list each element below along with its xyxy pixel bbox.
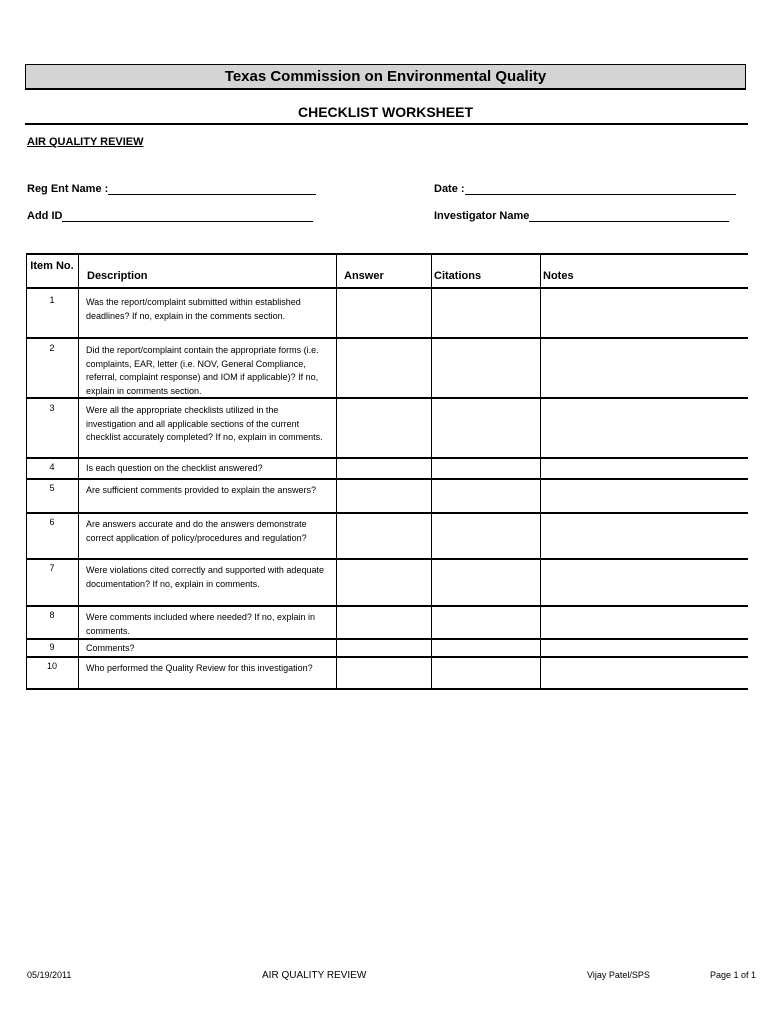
citations-cell[interactable] xyxy=(431,514,540,558)
column-header-item: Item No. xyxy=(30,260,74,272)
table-header-row xyxy=(26,253,748,291)
item-number: 9 xyxy=(49,642,55,652)
item-number: 10 xyxy=(46,661,57,671)
worksheet-title: CHECKLIST WORKSHEET xyxy=(298,104,473,120)
table-row xyxy=(26,514,748,558)
investigator-name-label: Investigator Name xyxy=(434,210,530,222)
table-row xyxy=(26,480,748,512)
answer-cell[interactable] xyxy=(336,560,431,605)
reg-ent-name-line[interactable] xyxy=(108,183,316,195)
table-row xyxy=(26,339,748,397)
table-row xyxy=(26,658,748,689)
reg-ent-name-field[interactable] xyxy=(27,183,316,195)
citations-cell[interactable] xyxy=(431,291,540,337)
table-row xyxy=(26,560,748,605)
item-number: 5 xyxy=(49,483,55,493)
table-row xyxy=(26,459,748,478)
column-header-description: Description xyxy=(87,270,148,282)
investigator-name-line[interactable] xyxy=(529,210,729,222)
item-number: 2 xyxy=(49,343,55,353)
item-description: Was the report/complaint submitted within established deadlines? If no, explain in the comments section. xyxy=(86,297,301,321)
citations-cell[interactable] xyxy=(431,607,540,638)
answer-cell[interactable] xyxy=(336,339,431,397)
item-description: Comments? xyxy=(86,643,135,653)
citations-cell[interactable] xyxy=(431,640,540,657)
notes-cell[interactable] xyxy=(540,607,748,638)
item-description: Did the report/complaint contain the appropriate forms (i.e. complaints, EAR, letter (i.e. NOV, General Compliance, referral, complaint response) and IOM if applicable)? If no, explain in comments section. xyxy=(86,345,319,396)
reg-ent-name-label: Reg Ent Name : xyxy=(27,183,109,195)
notes-cell[interactable] xyxy=(540,640,748,657)
item-description: Are answers accurate and do the answers demonstrate correct application of policy/procedures and regulation? xyxy=(86,519,307,543)
header-rule xyxy=(26,287,748,289)
section-heading: AIR QUALITY REVIEW xyxy=(27,136,144,148)
answer-cell[interactable] xyxy=(336,607,431,638)
item-description: Were all the appropriate checklists utilized in the investigation and all applicable sections of the current checklist accurately completed? If no, explain in comments. xyxy=(86,405,323,442)
answer-cell[interactable] xyxy=(336,480,431,512)
notes-cell[interactable] xyxy=(540,514,748,558)
answer-cell[interactable] xyxy=(336,291,431,337)
answer-cell[interactable] xyxy=(336,658,431,689)
item-number: 3 xyxy=(49,403,55,413)
notes-cell[interactable] xyxy=(540,480,748,512)
investigator-name-field[interactable] xyxy=(434,210,729,222)
footer-date: 05/19/2011 xyxy=(27,970,72,980)
item-number: 4 xyxy=(49,462,55,472)
notes-cell[interactable] xyxy=(540,658,748,689)
title-divider xyxy=(25,123,748,125)
table-row xyxy=(26,640,748,657)
item-description: Who performed the Quality Review for this investigation? xyxy=(86,663,313,673)
date-field[interactable] xyxy=(434,183,736,195)
table-row xyxy=(26,399,748,457)
citations-cell[interactable] xyxy=(431,560,540,605)
citations-cell[interactable] xyxy=(431,480,540,512)
add-id-line[interactable] xyxy=(62,210,313,222)
item-description: Is each question on the checklist answered? xyxy=(86,463,263,473)
item-number: 1 xyxy=(49,295,55,305)
column-header-notes: Notes xyxy=(543,270,574,282)
column-header-answer: Answer xyxy=(344,270,384,282)
footer-author: Vijay Patel/SPS xyxy=(587,970,650,980)
notes-cell[interactable] xyxy=(540,291,748,337)
footer-page-number: Page 1 of 1 xyxy=(710,970,757,980)
citations-cell[interactable] xyxy=(431,339,540,397)
table-bottom-rule xyxy=(26,688,748,690)
footer-title: AIR QUALITY REVIEW xyxy=(262,970,367,981)
add-id-label: Add ID xyxy=(27,210,63,222)
table-row xyxy=(26,607,748,638)
citations-cell[interactable] xyxy=(431,459,540,478)
document-title: Texas Commission on Environmental Quality xyxy=(25,64,746,90)
answer-cell[interactable] xyxy=(336,640,431,657)
notes-cell[interactable] xyxy=(540,399,748,457)
item-description: Were comments included where needed? If no, explain in comments. xyxy=(86,612,315,636)
notes-cell[interactable] xyxy=(540,560,748,605)
item-number: 7 xyxy=(49,563,55,573)
citations-cell[interactable] xyxy=(431,658,540,689)
item-description: Were violations cited correctly and supported with adequate documentation? If no, explain in comments. xyxy=(86,565,324,589)
table-row xyxy=(26,291,748,337)
answer-cell[interactable] xyxy=(336,399,431,457)
date-label: Date : xyxy=(434,183,465,195)
citations-cell[interactable] xyxy=(431,399,540,457)
item-number: 8 xyxy=(49,610,55,620)
item-description: Are sufficient comments provided to explain the answers? xyxy=(86,485,316,495)
item-number: 6 xyxy=(49,517,55,527)
column-header-citations: Citations xyxy=(434,270,482,282)
answer-cell[interactable] xyxy=(336,459,431,478)
date-line[interactable] xyxy=(465,183,736,195)
notes-cell[interactable] xyxy=(540,339,748,397)
add-id-field[interactable] xyxy=(27,210,313,222)
answer-cell[interactable] xyxy=(336,514,431,558)
notes-cell[interactable] xyxy=(540,459,748,478)
